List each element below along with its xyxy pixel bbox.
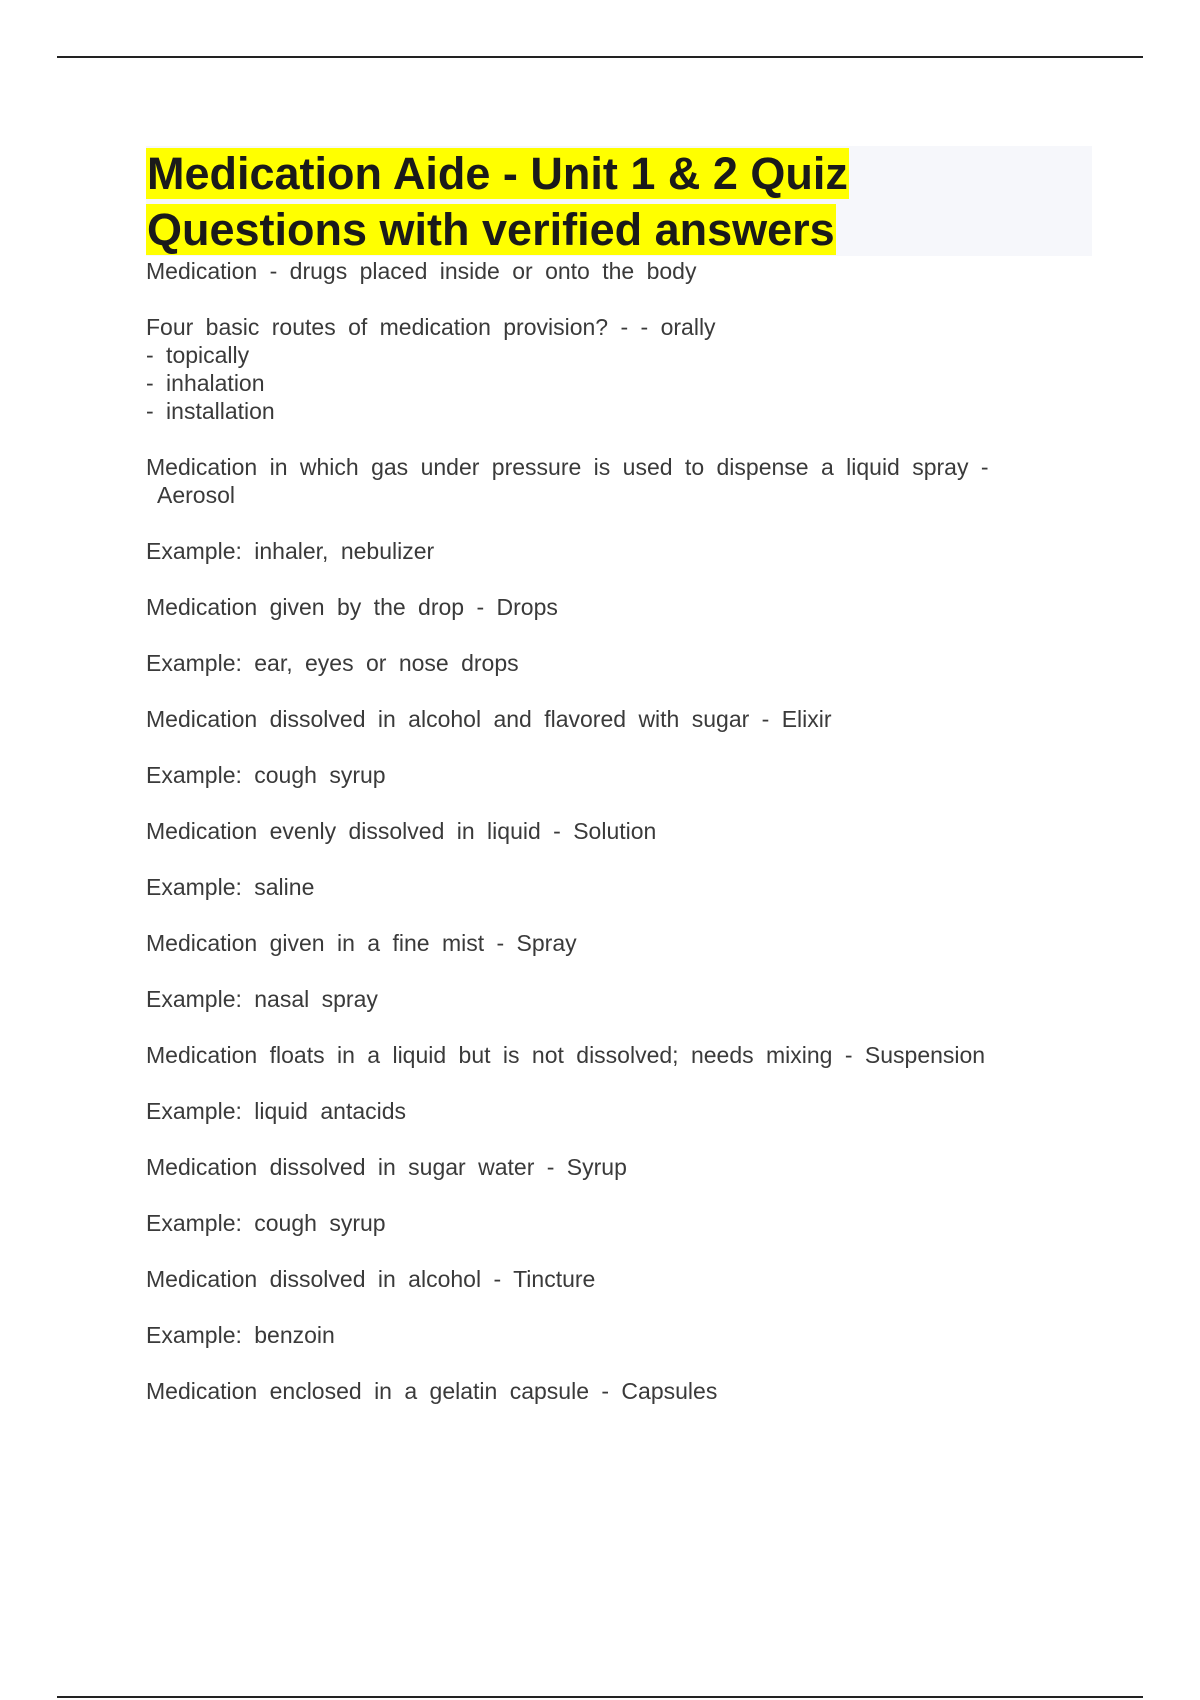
entry-text: Medication given in a fine mist - Spray <box>146 930 577 956</box>
entry-text: Example: benzoin <box>146 1322 335 1348</box>
entry-text: Example: cough syrup <box>146 762 386 788</box>
entry-answer: Aerosol <box>157 482 235 508</box>
entry-capsules <box>146 1377 1092 1405</box>
entry-text: Medication dissolved in alcohol - Tincture <box>146 1266 596 1292</box>
list-item: - inhalation <box>146 370 265 396</box>
entry-text: Medication floats in a liquid but is not dissolved; needs mixing - Suspension <box>146 1042 986 1068</box>
entry-text: Example: inhaler, nebulizer <box>146 538 435 564</box>
entry-syrup <box>146 1153 1092 1181</box>
entry-example <box>146 1209 1092 1237</box>
entry-drops <box>146 593 1092 621</box>
entry-example <box>146 761 1092 789</box>
entry-aerosol <box>146 453 1092 509</box>
list-item: - installation <box>146 398 275 424</box>
entry-text: Example: cough syrup <box>146 1210 386 1236</box>
document-body <box>146 257 1092 1433</box>
entry-example <box>146 537 1092 565</box>
entry-spray <box>146 929 1092 957</box>
document-title <box>146 146 1092 258</box>
entry-text: Medication given by the drop - Drops <box>146 594 558 620</box>
entry-example <box>146 649 1092 677</box>
entry-text: Example: liquid antacids <box>146 1098 407 1124</box>
entry-example <box>146 873 1092 901</box>
title-line-1: Medication Aide - Unit 1 & 2 Quiz <box>147 148 848 199</box>
title-line-2: Questions with verified answers <box>147 204 835 255</box>
page-top-rule <box>57 56 1143 58</box>
entry-text: Medication evenly dissolved in liquid - Solution <box>146 818 657 844</box>
entry-medication <box>146 257 1092 285</box>
entry-example <box>146 1097 1092 1125</box>
entry-text: Medication dissolved in alcohol and flavored with sugar - Elixir <box>146 706 832 732</box>
entry-solution <box>146 817 1092 845</box>
entry-text: Example: ear, eyes or nose drops <box>146 650 519 676</box>
entry-text: Example: saline <box>146 874 315 900</box>
entry-text: Medication - drugs placed inside or onto the body <box>146 258 697 284</box>
entry-text: Medication enclosed in a gelatin capsule - Capsules <box>146 1378 718 1404</box>
entry-routes <box>146 313 1092 425</box>
entry-example <box>146 985 1092 1013</box>
entry-text: Medication in which gas under pressure is used to dispense a liquid spray - <box>146 454 989 480</box>
entry-tincture <box>146 1265 1092 1293</box>
entry-example <box>146 1321 1092 1349</box>
title-block <box>146 146 1092 256</box>
list-item: - topically <box>146 342 250 368</box>
entry-elixir <box>146 705 1092 733</box>
entry-text: Example: nasal spray <box>146 986 378 1012</box>
entry-text: Four basic routes of medication provision? - - orally <box>146 314 716 340</box>
entry-text: Medication dissolved in sugar water - Syrup <box>146 1154 627 1180</box>
page-bottom-rule <box>57 1696 1143 1698</box>
entry-suspension <box>146 1041 1092 1069</box>
